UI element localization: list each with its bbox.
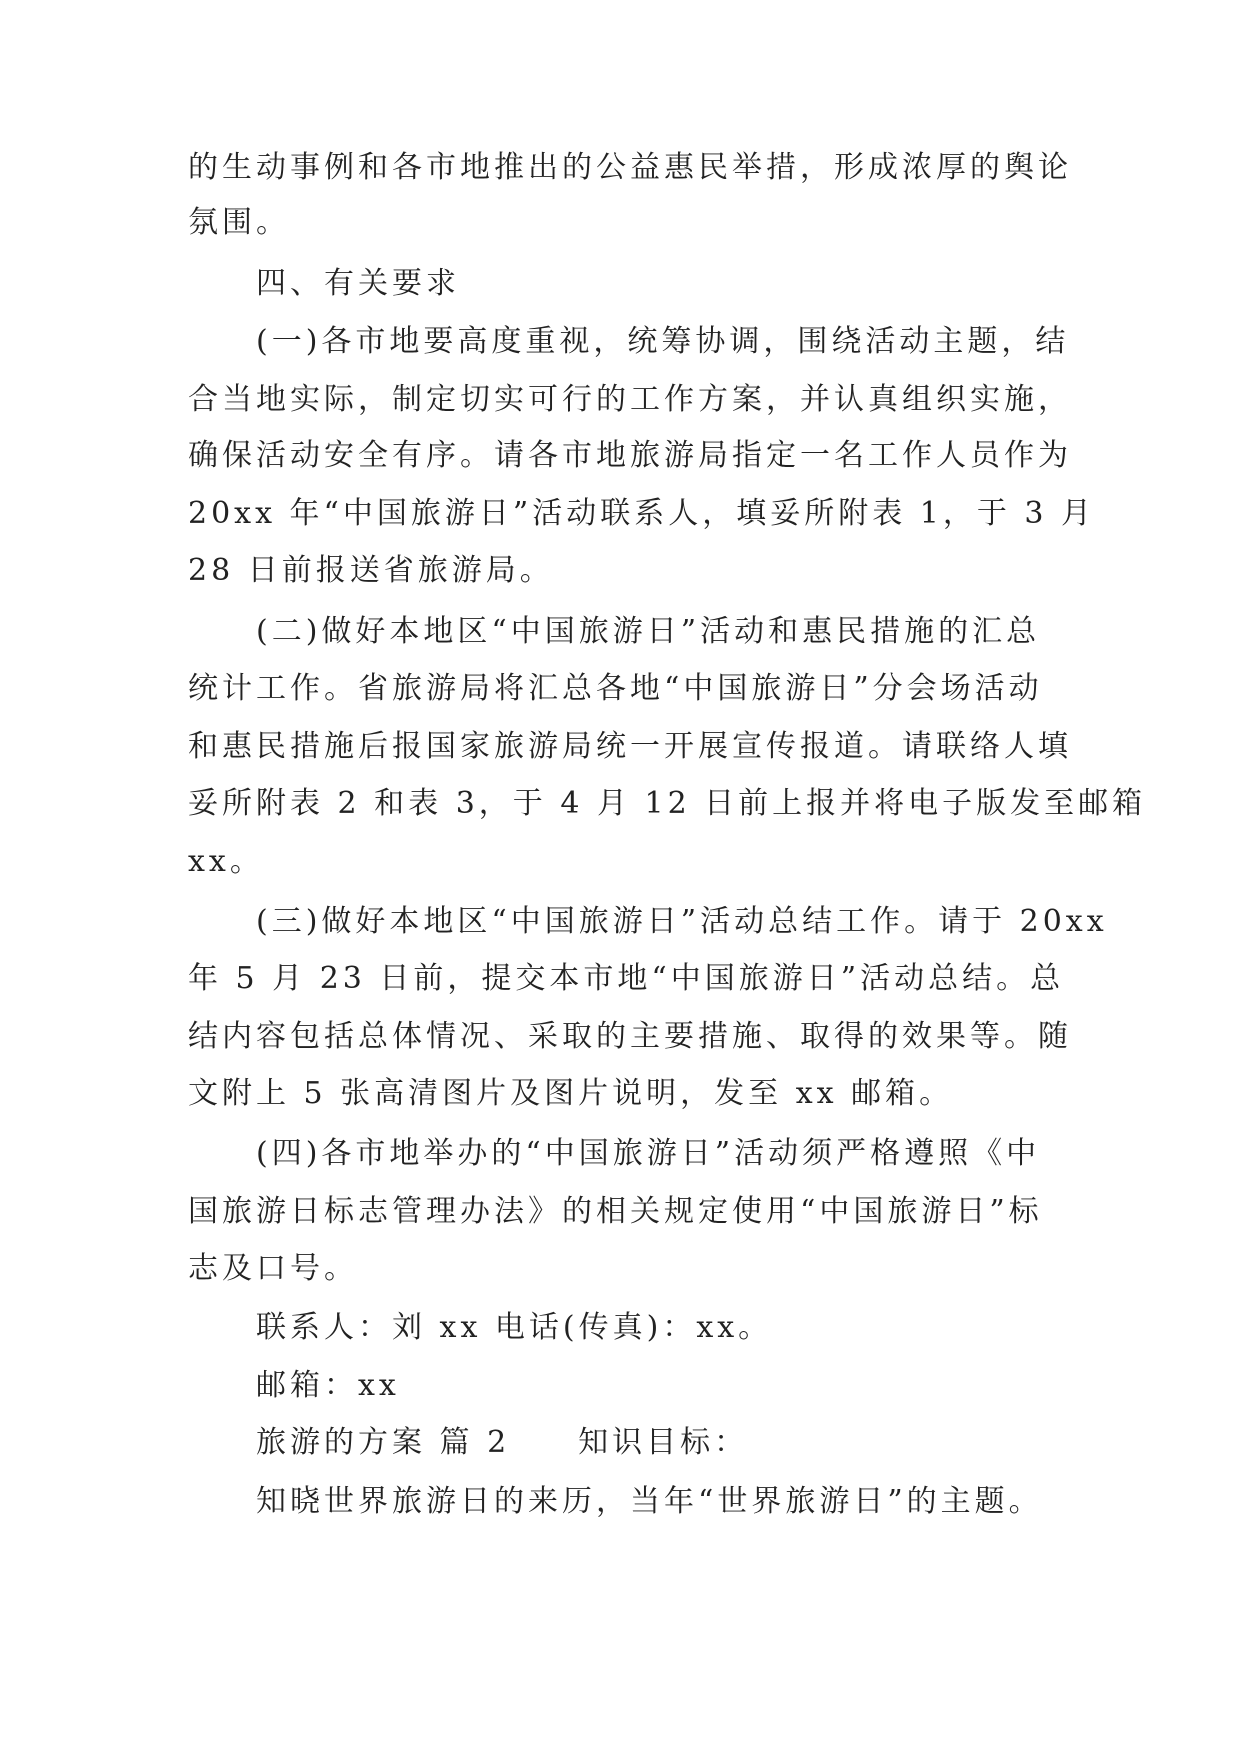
contact-line: 联系人：刘 xx 电话(传真)：xx。 [256,1310,773,1345]
text-line-20: 志及口号。 [188,1251,358,1286]
text-line-12: 妥所附表 2 和表 3，于 4 月 12 日前上报并将电子版发至邮箱 [188,786,1147,821]
text-line-24: 知晓世界旅游日的来历，当年“世界旅游日”的主题。 [256,1484,1043,1519]
text-line-5: 合当地实际，制定切实可行的工作方案，并认真组织实施， [188,382,1072,417]
text-line-4: (一)各市地要高度重视，统筹协调，围绕活动主题，结 [256,324,1070,359]
email-line: 邮箱：xx [256,1368,400,1403]
text-line-19: 国旅游日标志管理办法》的相关规定使用“中国旅游日”标 [188,1194,1043,1229]
text-line-16: 结内容包括总体情况、采取的主要措施、取得的效果等。随 [188,1019,1072,1054]
text-line-10: 统计工作。省旅游局将汇总各地“中国旅游日”分会场活动 [188,671,1043,706]
section-heading-requirements: 四、有关要求 [256,266,460,301]
section-heading-plan-2: 旅游的方案 篇 2 知识目标： [256,1425,749,1460]
text-line-11: 和惠民措施后报国家旅游局统一开展宣传报道。请联络人填 [188,729,1072,764]
text-line-1: 的生动事例和各市地推出的公益惠民举措，形成浓厚的舆论 [188,150,1072,185]
text-line-15: 年 5 月 23 日前，提交本市地“中国旅游日”活动总结。总 [188,961,1065,996]
text-line-18: (四)各市地举办的“中国旅游日”活动须严格遵照《中 [256,1136,1041,1171]
text-line-14: (三)做好本地区“中国旅游日”活动总结工作。请于 20xx [256,904,1108,939]
text-line-13: xx。 [188,844,264,879]
text-line-7: 20xx 年“中国旅游日”活动联系人，填妥所附表 1，于 3 月 [188,496,1096,531]
text-line-6: 确保活动安全有序。请各市地旅游局指定一名工作人员作为 [188,438,1072,473]
text-line-8: 28 日前报送省旅游局。 [188,553,554,588]
text-line-9: (二)做好本地区“中国旅游日”活动和惠民措施的汇总 [256,614,1041,649]
text-line-17: 文附上 5 张高清图片及图片说明，发至 xx 邮箱。 [188,1076,954,1111]
text-line-2: 氛围。 [188,205,290,240]
